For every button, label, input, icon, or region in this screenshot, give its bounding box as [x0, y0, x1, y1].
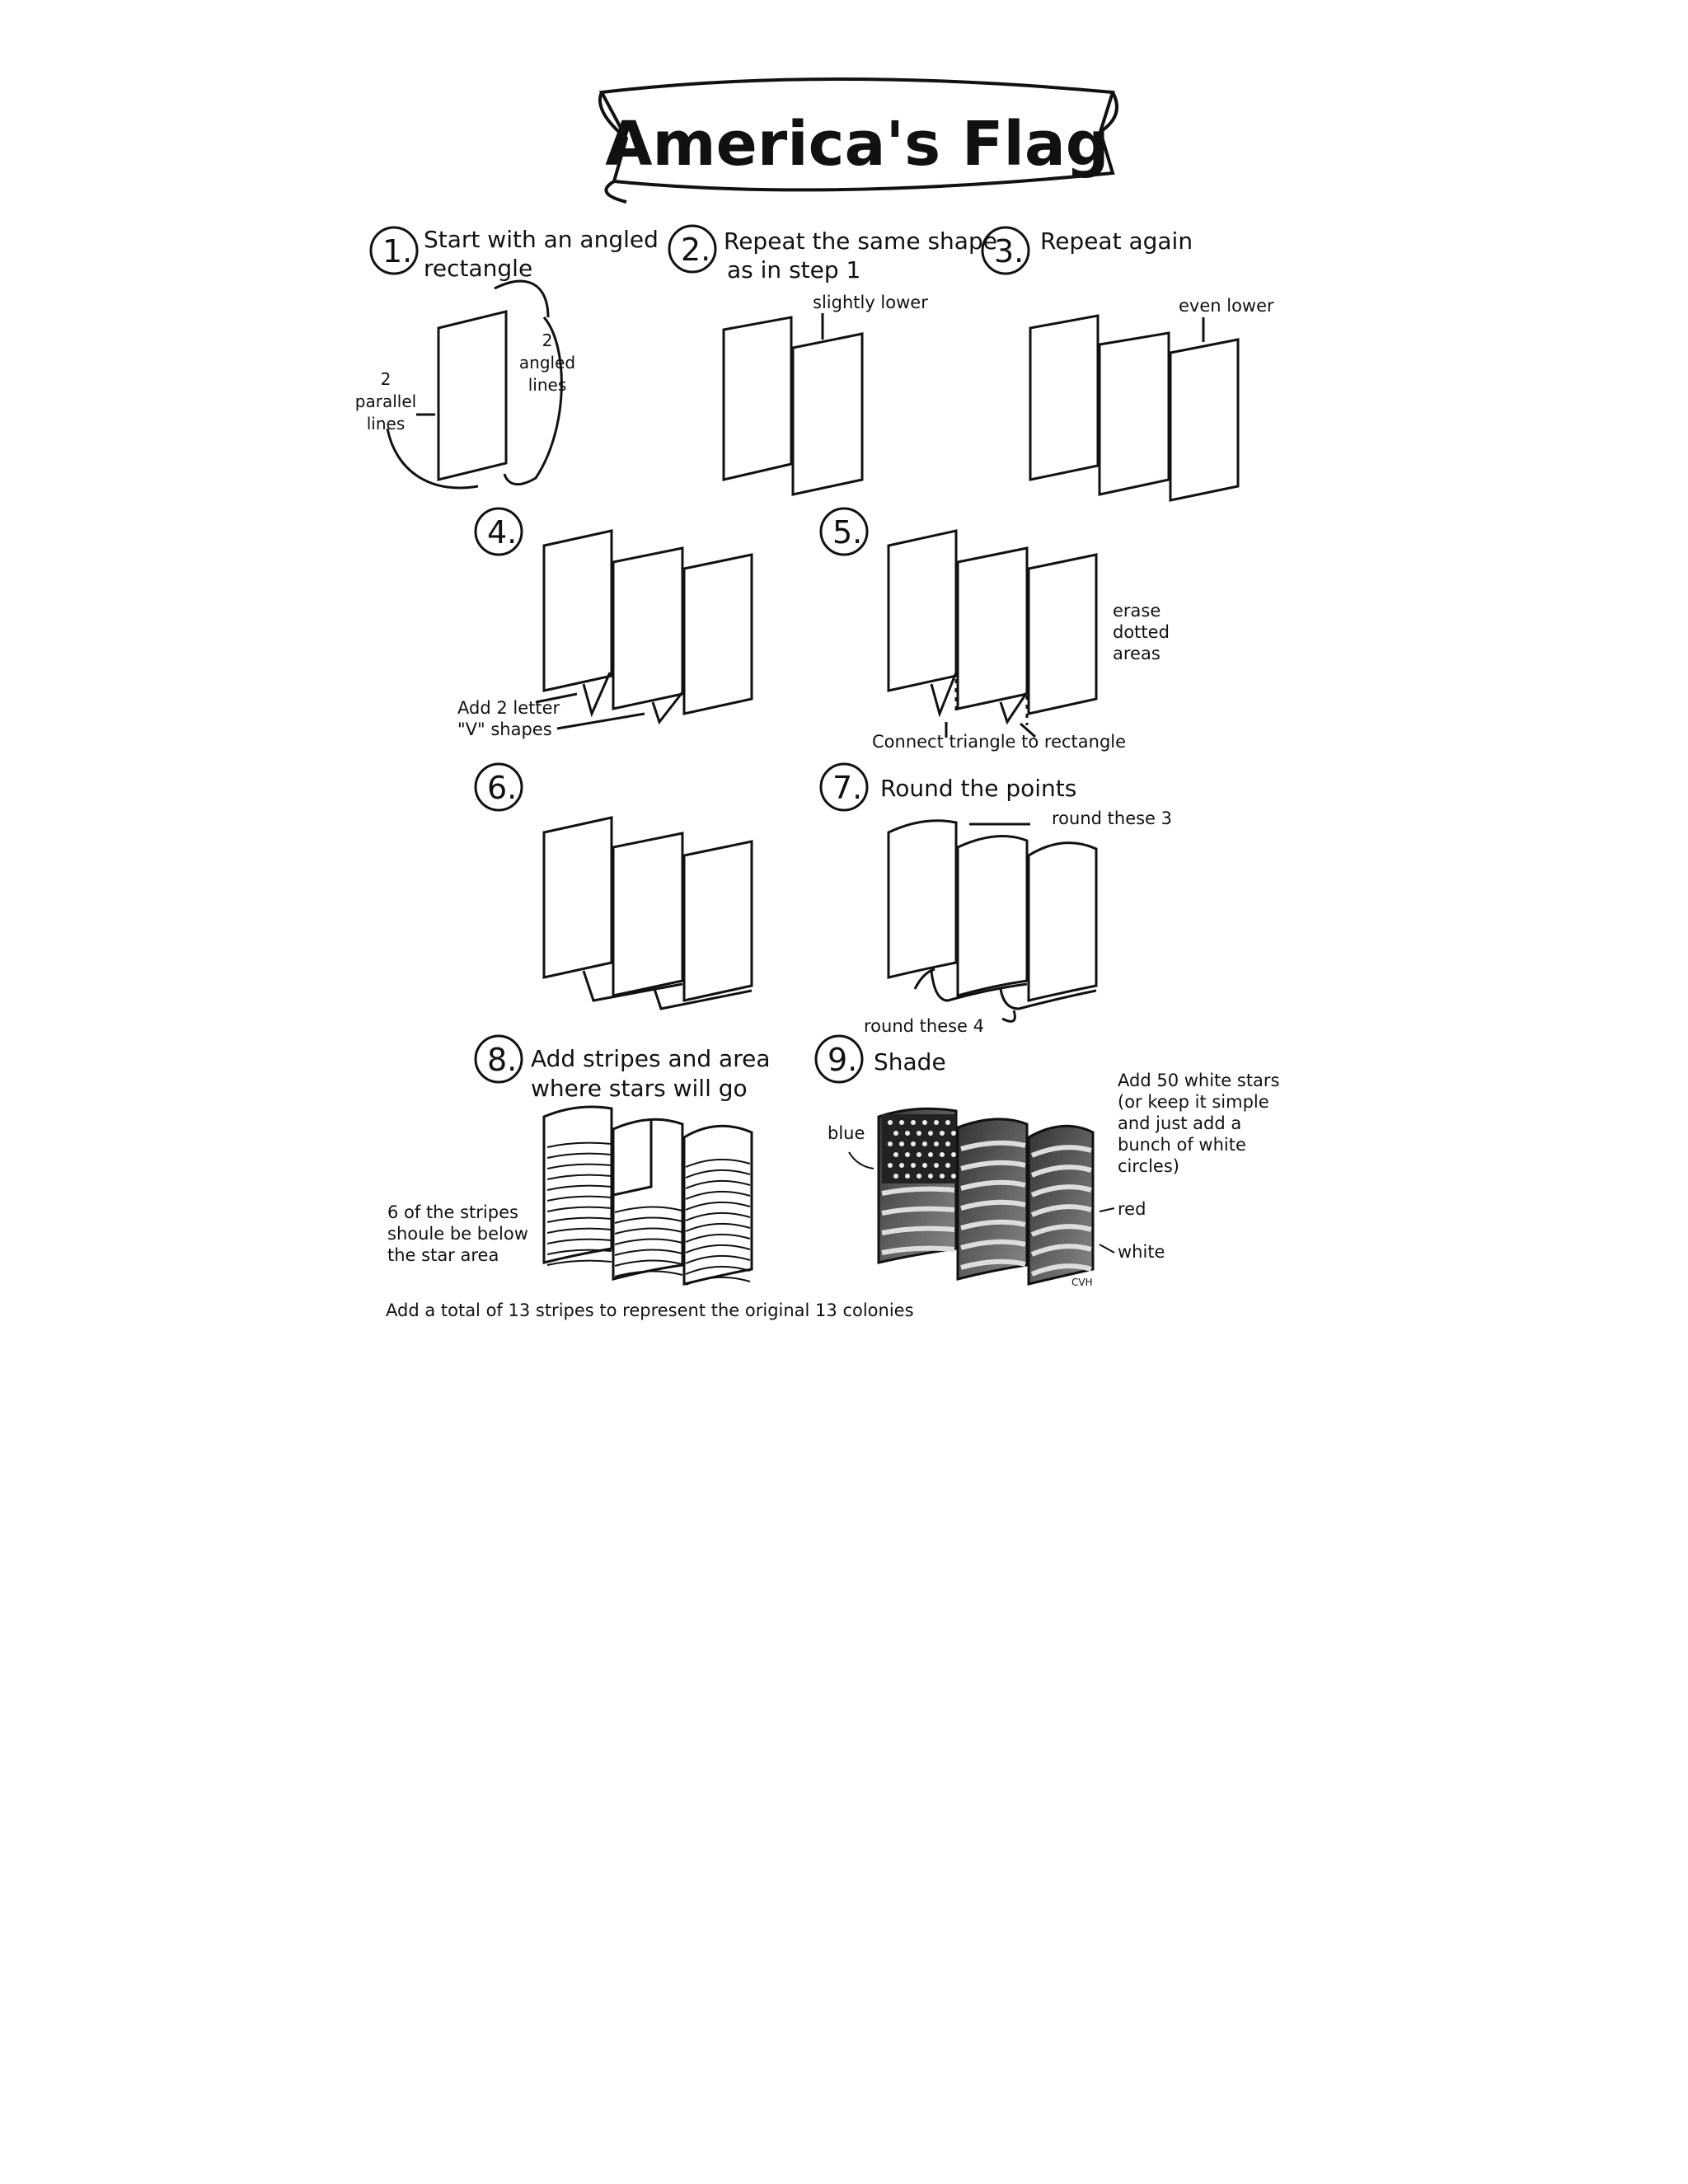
step-2-text-line-1: Repeat the same shape: [724, 227, 997, 255]
label-even-lower: even lower: [1179, 296, 1274, 316]
star-dot: [945, 1141, 950, 1146]
step-3-drawing: [1030, 316, 1238, 500]
label-erase-2: dotted: [1113, 622, 1170, 642]
label-angled-lines-2: angled: [518, 353, 576, 373]
stripe-line: [547, 1165, 612, 1169]
label-stars-4: bunch of white: [1118, 1135, 1246, 1155]
label-erase-1: erase: [1113, 601, 1161, 621]
label-v-shapes-2: "V" shapes: [457, 719, 552, 739]
star-dot: [940, 1152, 945, 1157]
star-dot: [893, 1131, 898, 1136]
star-dot: [922, 1163, 927, 1168]
label-erase-3: areas: [1113, 644, 1160, 663]
label-parallel-lines-2: parallel: [354, 391, 417, 411]
step-8-text-line-1: Add stripes and area: [531, 1045, 771, 1072]
star-dot: [888, 1120, 893, 1125]
stripe-line: [547, 1175, 612, 1179]
step-5-drawing: [889, 531, 1096, 738]
step-8-stripes: [547, 1143, 750, 1285]
star-dot: [928, 1174, 933, 1179]
step-7-drawing: [889, 821, 1096, 1022]
shaded-flag: [879, 1108, 1093, 1284]
label-stars-5: circles): [1118, 1156, 1179, 1176]
stripe-line: [615, 1217, 682, 1223]
stripe-line: [547, 1261, 612, 1265]
star-dot: [945, 1163, 950, 1168]
star-dot: [922, 1141, 927, 1146]
step-4-drawing: [536, 531, 752, 729]
stripe-line: [547, 1143, 612, 1147]
step-8: [387, 1036, 770, 1285]
step-6: [476, 764, 752, 1009]
stripe-line: [686, 1256, 750, 1263]
stripe-line: [615, 1249, 682, 1255]
label-angled-lines-1: 2: [542, 330, 553, 350]
star-dot: [905, 1174, 910, 1179]
artist-signature: CVH: [1071, 1277, 1093, 1288]
step-3-text-line-1: Repeat again: [1040, 227, 1193, 255]
star-dot: [917, 1174, 921, 1179]
label-stars-2: (or keep it simple: [1118, 1092, 1269, 1112]
star-dot: [893, 1174, 898, 1179]
label-stars-1: Add 50 white stars: [1118, 1071, 1280, 1090]
page-title: America's Flag: [605, 109, 1109, 180]
stripe-line: [686, 1192, 750, 1199]
step-1-number: 1.: [382, 233, 413, 269]
stripe-line: [686, 1170, 750, 1178]
step-3: [982, 227, 1274, 500]
stripe-line: [686, 1277, 750, 1285]
star-dot: [905, 1131, 910, 1136]
label-connect: Connect triangle to rectangle: [872, 732, 1127, 752]
stripe-line: [686, 1202, 750, 1210]
stripe-line: [547, 1240, 612, 1244]
step-9-text-line-1: Shade: [874, 1048, 946, 1076]
step-8-drawing: [544, 1107, 752, 1284]
step-5: [821, 509, 1170, 752]
step-1: [355, 226, 659, 488]
step-4-number: 4.: [487, 514, 518, 551]
star-dot: [911, 1163, 916, 1168]
step-8-number: 8.: [487, 1042, 518, 1078]
stripe-line: [615, 1260, 682, 1266]
star-dot: [899, 1141, 904, 1146]
label-white: white: [1118, 1242, 1165, 1262]
star-dot: [951, 1174, 956, 1179]
star-dot: [940, 1174, 945, 1179]
step-3-number: 3.: [994, 233, 1025, 269]
label-red: red: [1118, 1199, 1146, 1219]
stripe-line: [615, 1239, 682, 1244]
star-dot: [922, 1120, 927, 1125]
stripe-line: [547, 1229, 612, 1233]
stripe-line: [547, 1154, 612, 1158]
step-9-number: 9.: [828, 1042, 858, 1078]
star-dot: [888, 1141, 893, 1146]
step-6-number: 6.: [487, 770, 518, 806]
label-parallel-lines-1: 2: [380, 369, 392, 389]
step-6-drawing: [544, 818, 752, 1009]
step-8-text-line-2: where stars will go: [531, 1075, 748, 1102]
star-dot: [934, 1163, 939, 1168]
stripe-line: [547, 1207, 612, 1212]
stripe-line: [547, 1218, 612, 1222]
stripe-line: [686, 1245, 750, 1253]
star-dot: [934, 1141, 939, 1146]
stripe-line: [686, 1224, 750, 1231]
step-2-number: 2.: [681, 232, 711, 268]
step-9: [816, 1036, 1280, 1288]
stripe-line: [547, 1197, 612, 1201]
label-round-these-3: round these 3: [1052, 808, 1173, 828]
star-dot: [911, 1120, 916, 1125]
step-7: [821, 764, 1172, 1036]
label-six-stripes-3: the star area: [387, 1245, 499, 1265]
star-dot: [934, 1120, 939, 1125]
label-six-stripes-1: 6 of the stripes: [387, 1202, 518, 1222]
star-dot: [928, 1131, 933, 1136]
step-1-text-line-1: Start with an angled: [424, 226, 659, 253]
label-stars-3: and just add a: [1118, 1113, 1242, 1133]
step-1-text-line-2: rectangle: [424, 255, 533, 282]
stripe-line: [686, 1181, 750, 1188]
label-blue: blue: [828, 1123, 865, 1143]
stripe-line: [547, 1186, 612, 1190]
label-angled-lines-3: lines: [528, 375, 567, 395]
label-parallel-lines-3: lines: [366, 414, 406, 434]
star-dot: [899, 1163, 904, 1168]
star-dot: [917, 1152, 921, 1157]
star-dot: [928, 1152, 933, 1157]
label-six-stripes-2: shoule be below: [387, 1224, 528, 1244]
label-v-shapes-1: Add 2 letter: [457, 698, 560, 718]
star-dot: [893, 1152, 898, 1157]
label-slightly-lower: slightly lower: [813, 293, 928, 312]
stripe-line: [615, 1228, 682, 1234]
stripe-line: [615, 1207, 682, 1212]
step-5-number: 5.: [832, 514, 863, 551]
star-dot: [951, 1152, 956, 1157]
step-7-text-line-1: Round the points: [880, 775, 1077, 802]
footer-note: Add a total of 13 stripes to represent the original 13 colonies: [386, 1301, 914, 1320]
star-dot: [888, 1163, 893, 1168]
star-dot: [951, 1131, 956, 1136]
step-4: [457, 509, 752, 739]
stripe-line: [686, 1213, 750, 1221]
stripe-line: [686, 1160, 750, 1167]
star-dot: [911, 1141, 916, 1146]
star-dot: [905, 1152, 910, 1157]
stripe-line: [686, 1235, 750, 1242]
label-round-these-4: round these 4: [864, 1016, 985, 1036]
star-dot: [899, 1120, 904, 1125]
step-2-text-line-2: as in step 1: [727, 256, 861, 284]
star-dot: [945, 1120, 950, 1125]
step-2-drawing: [724, 313, 862, 494]
star-dot: [917, 1131, 921, 1136]
step-2: [669, 226, 997, 494]
star-dot: [940, 1131, 945, 1136]
step-7-number: 7.: [832, 770, 863, 806]
